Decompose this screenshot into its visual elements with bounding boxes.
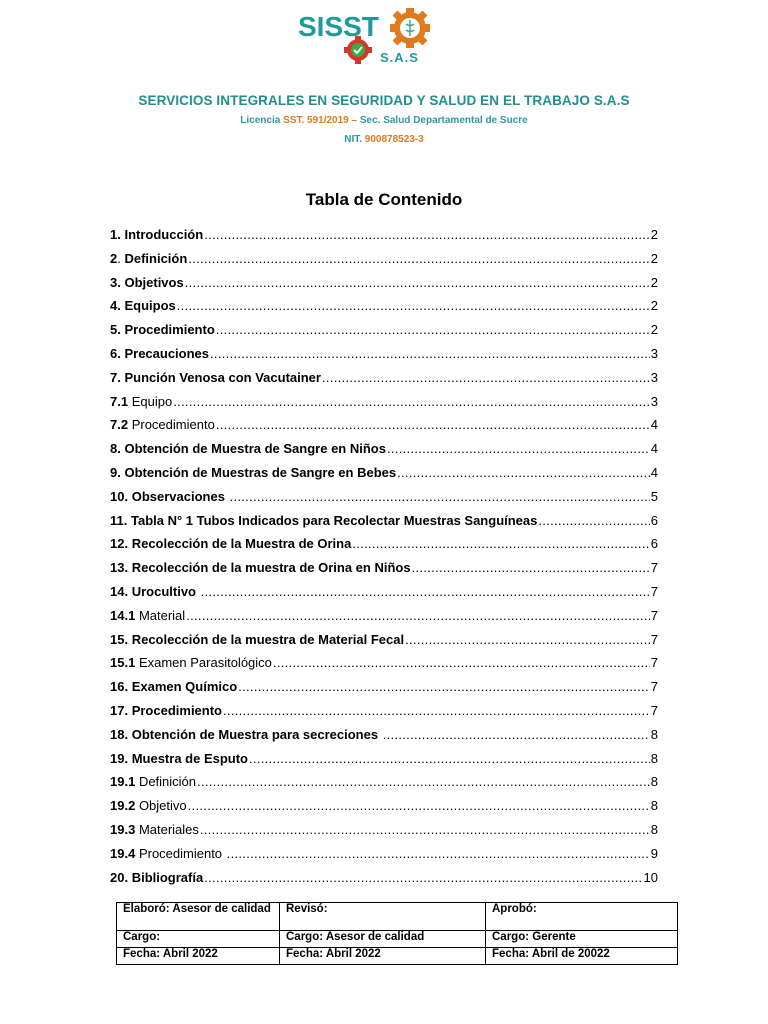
toc-leader-dots bbox=[223, 703, 650, 718]
toc-leader-dots bbox=[322, 370, 650, 385]
toc-entry[interactable] bbox=[110, 584, 658, 608]
toc-entry[interactable] bbox=[110, 322, 658, 346]
toc-entry-label: Procedimiento bbox=[124, 322, 215, 338]
toc-entry-number: 19.4 bbox=[110, 845, 136, 861]
toc-entry-page: 2 bbox=[650, 298, 658, 314]
toc-entry-label: Obtención de Muestra de Sangre en Niños bbox=[124, 441, 386, 457]
toc-entry-label: Recolección de la Muestra de Orina bbox=[131, 536, 352, 552]
nit-line bbox=[0, 134, 768, 145]
toc-entry-page: 8 bbox=[650, 798, 658, 814]
toc-leader-dots bbox=[230, 489, 650, 504]
toc-entry-page: 5 bbox=[650, 488, 658, 504]
toc-entry-label: Obtención de Muestras de Sangre en Bebes bbox=[124, 464, 397, 480]
toc-entry[interactable] bbox=[110, 655, 658, 679]
toc-entry-label: Recolección de la muestra de Orina en Niños bbox=[131, 560, 411, 576]
toc-entry-number: 8. bbox=[110, 441, 121, 457]
toc-entry-label: Precauciones bbox=[124, 345, 210, 361]
toc-entry-number: 7.2 bbox=[110, 417, 129, 433]
toc-entry[interactable] bbox=[110, 298, 658, 322]
toc-entry-label: Examen Parasitológico bbox=[138, 655, 272, 671]
toc-entry-label: Procedimiento bbox=[131, 417, 215, 433]
toc-entry[interactable] bbox=[110, 417, 658, 441]
toc-entry-number: 17. bbox=[110, 702, 129, 718]
toc-entry-label: Muestra de Esputo bbox=[131, 750, 248, 766]
toc-entry[interactable] bbox=[110, 774, 658, 798]
toc-entry[interactable] bbox=[110, 870, 658, 894]
cargo-cell: Cargo: Gerente bbox=[486, 931, 678, 948]
toc-entry-number: 16. bbox=[110, 679, 129, 695]
toc-entry-number: 14. bbox=[110, 583, 129, 599]
table-row bbox=[117, 948, 678, 965]
toc-leader-dots bbox=[204, 870, 642, 885]
toc-entry-label: Urocultivo bbox=[131, 583, 200, 599]
toc-leader-dots bbox=[177, 298, 650, 313]
toc-leader-dots bbox=[238, 679, 650, 694]
toc-entry-page: 6 bbox=[650, 536, 658, 552]
toc-leader-dots bbox=[387, 441, 650, 456]
toc-leader-dots bbox=[412, 560, 650, 575]
toc-entry-label: Procedimiento bbox=[138, 845, 226, 861]
toc-entry-number: 19.2 bbox=[110, 798, 136, 814]
toc-entry-page: 2 bbox=[650, 250, 658, 266]
toc-leader-dots bbox=[352, 536, 649, 551]
reviso-cell: Revisó: bbox=[280, 903, 486, 931]
toc-entry-label: Definición bbox=[124, 250, 188, 266]
toc-entry-number: 18. bbox=[110, 726, 129, 742]
approval-table bbox=[116, 902, 678, 965]
toc-leader-dots bbox=[249, 751, 650, 766]
toc-entry-page: 7 bbox=[650, 560, 658, 576]
toc-leader-dots bbox=[201, 584, 650, 599]
toc-entry-label: Procedimiento bbox=[131, 702, 222, 718]
toc-entry-number: 4. bbox=[110, 298, 121, 314]
toc-entry-page: 10 bbox=[643, 869, 658, 885]
toc-entry-label: Objetivo bbox=[138, 798, 187, 814]
toc-entry-page: 4 bbox=[650, 464, 658, 480]
toc-entry-label: Definición bbox=[138, 774, 197, 790]
toc-entry-number: 19.3 bbox=[110, 821, 136, 837]
table-of-contents bbox=[110, 227, 658, 893]
toc-entry-number: 7. bbox=[110, 369, 121, 385]
toc-entry[interactable] bbox=[110, 703, 658, 727]
toc-leader-dots bbox=[397, 465, 650, 480]
toc-entry-page: 3 bbox=[650, 369, 658, 385]
toc-entry-number: 13. bbox=[110, 560, 129, 576]
toc-entry-number: 9. bbox=[110, 464, 121, 480]
toc-entry[interactable] bbox=[110, 227, 658, 251]
toc-entry-label: Tabla N° 1 Tubos Indicados para Recolectar Muestras Sanguíneas bbox=[130, 512, 538, 528]
toc-entry-page: 6 bbox=[650, 512, 658, 528]
toc-leader-dots bbox=[405, 632, 650, 647]
toc-entry-page: 9 bbox=[650, 845, 658, 861]
toc-entry-label: Examen Químico bbox=[131, 679, 238, 695]
license-org: Sec. Salud Departamental de Sucre bbox=[359, 115, 528, 126]
toc-entry-label: Equipo bbox=[131, 393, 173, 409]
toc-leader-dots bbox=[197, 774, 650, 789]
toc-entry-number: 7.1 bbox=[110, 393, 129, 409]
toc-entry[interactable] bbox=[110, 679, 658, 703]
toc-entry-page: 4 bbox=[650, 417, 658, 433]
toc-entry-label: Obtención de Muestra para secreciones bbox=[131, 726, 382, 742]
license-label: Licencia bbox=[240, 115, 281, 126]
toc-entry-page: 8 bbox=[650, 774, 658, 790]
toc-entry[interactable] bbox=[110, 822, 658, 846]
toc-entry-number: 14.1 bbox=[110, 607, 136, 623]
toc-entry-number: 6. bbox=[110, 345, 121, 361]
toc-entry-number: 11. bbox=[110, 512, 128, 528]
toc-leader-dots bbox=[210, 346, 650, 361]
toc-leader-dots bbox=[216, 322, 650, 337]
elaboro-cell: Elaboró: Asesor de calidad bbox=[117, 903, 280, 931]
license-value: SST. 591/2019 – bbox=[283, 115, 360, 126]
toc-entry[interactable] bbox=[110, 608, 658, 632]
toc-entry-page: 7 bbox=[650, 631, 658, 647]
toc-entry-number: 2 bbox=[110, 250, 118, 266]
cargo-cell: Cargo: Asesor de calidad bbox=[280, 931, 486, 948]
toc-entry-page: 4 bbox=[650, 441, 658, 457]
logo-text: SISST bbox=[298, 11, 379, 42]
toc-entry[interactable]: 2 . Definición ..... 2 bbox=[110, 251, 658, 275]
toc-leader-dots bbox=[185, 275, 650, 290]
toc-entry-number: 19.1 bbox=[110, 774, 136, 790]
toc-entry-page: 8 bbox=[650, 750, 658, 766]
toc-entry-label: Materiales bbox=[138, 821, 199, 837]
toc-title: Tabla de Contenido bbox=[305, 190, 463, 209]
toc-entry-page: 7 bbox=[650, 702, 658, 718]
logo-subtext: S.A.S bbox=[380, 50, 419, 65]
toc-leader-dots bbox=[173, 394, 650, 409]
toc-entry-label: Recolección de la muestra de Material Fecal bbox=[131, 631, 405, 647]
toc-entry-number: 10. bbox=[110, 488, 129, 504]
toc-entry-number: 15. bbox=[110, 631, 129, 647]
toc-entry[interactable] bbox=[110, 798, 658, 822]
toc-entry-number: 15.1 bbox=[110, 655, 136, 671]
company-logo bbox=[296, 6, 438, 70]
toc-entry-number: 20. bbox=[110, 869, 129, 885]
toc-entry-page: 2 bbox=[650, 227, 658, 242]
toc-entry[interactable] bbox=[110, 465, 658, 489]
toc-leader-dots bbox=[538, 513, 649, 528]
fecha-cell: Fecha: Abril de 20022 bbox=[486, 948, 678, 965]
toc-entry[interactable] bbox=[110, 846, 658, 870]
toc-leader-dots bbox=[188, 798, 650, 813]
toc-entry-label: Observaciones bbox=[131, 488, 229, 504]
license-line bbox=[0, 115, 768, 126]
toc-entry[interactable] bbox=[110, 394, 658, 418]
toc-entry-number: 12. bbox=[110, 536, 129, 552]
toc-entry[interactable] bbox=[110, 370, 658, 394]
table-row bbox=[117, 931, 678, 948]
toc-entry-page: 8 bbox=[650, 726, 658, 742]
toc-entry-label: Punción Venosa con Vacutainer bbox=[124, 369, 321, 385]
toc-entry-label: Introducción bbox=[124, 227, 204, 242]
toc-leader-dots bbox=[204, 227, 650, 242]
toc-entry-page: 2 bbox=[650, 322, 658, 338]
fecha-cell: Fecha: Abril 2022 bbox=[280, 948, 486, 965]
toc-entry-number: 5. bbox=[110, 322, 121, 338]
toc-entry[interactable] bbox=[110, 346, 658, 370]
toc-entry[interactable] bbox=[110, 513, 658, 537]
toc-leader-dots bbox=[273, 655, 650, 670]
toc-entry[interactable] bbox=[110, 441, 658, 465]
toc-entry-number: 1. bbox=[110, 227, 121, 242]
toc-entry-label: Objetivos bbox=[124, 274, 184, 290]
toc-entry-number: 3. bbox=[110, 274, 121, 290]
toc-entry-page: 7 bbox=[650, 583, 658, 599]
toc-entry[interactable] bbox=[110, 489, 658, 513]
toc-entry-label: Material bbox=[138, 607, 186, 623]
toc-leader-dots bbox=[186, 608, 650, 623]
toc-leader-dots bbox=[188, 251, 649, 266]
toc-entry[interactable] bbox=[110, 560, 658, 584]
table-row bbox=[117, 903, 678, 931]
toc-entry-label: Bibliografía bbox=[131, 869, 204, 885]
toc-entry-page: 7 bbox=[650, 679, 658, 695]
toc-entry-page: 7 bbox=[650, 607, 658, 623]
toc-entry-page: 3 bbox=[650, 393, 658, 409]
fecha-cell: Fecha: Abril 2022 bbox=[117, 948, 280, 965]
toc-entry-page: 2 bbox=[650, 274, 658, 290]
toc-leader-dots bbox=[383, 727, 650, 742]
toc-entry-page: 8 bbox=[650, 821, 658, 837]
toc-leader-dots bbox=[216, 417, 650, 432]
toc-entry[interactable] bbox=[110, 275, 658, 299]
toc-entry-number: 19. bbox=[110, 750, 129, 766]
toc-entry-page: 7 bbox=[650, 655, 658, 671]
toc-entry[interactable] bbox=[110, 536, 658, 560]
nit-label: NIT. bbox=[344, 134, 363, 145]
nit-value: 900878523-3 bbox=[364, 134, 424, 145]
toc-entry[interactable] bbox=[110, 751, 658, 775]
toc-entry[interactable] bbox=[110, 632, 658, 656]
aprobo-cell: Aprobó: bbox=[486, 903, 678, 931]
toc-entry-label: Equipos bbox=[124, 298, 176, 314]
cargo-cell: Cargo: bbox=[117, 931, 280, 948]
toc-entry[interactable] bbox=[110, 727, 658, 751]
company-name: SERVICIOS INTEGRALES EN SEGURIDAD Y SALUD EN EL TRABAJO S.A.S bbox=[138, 93, 630, 108]
toc-leader-dots bbox=[227, 846, 650, 861]
gear-icon bbox=[390, 8, 430, 48]
toc-entry-page: 3 bbox=[650, 345, 658, 361]
toc-leader-dots bbox=[200, 822, 650, 837]
